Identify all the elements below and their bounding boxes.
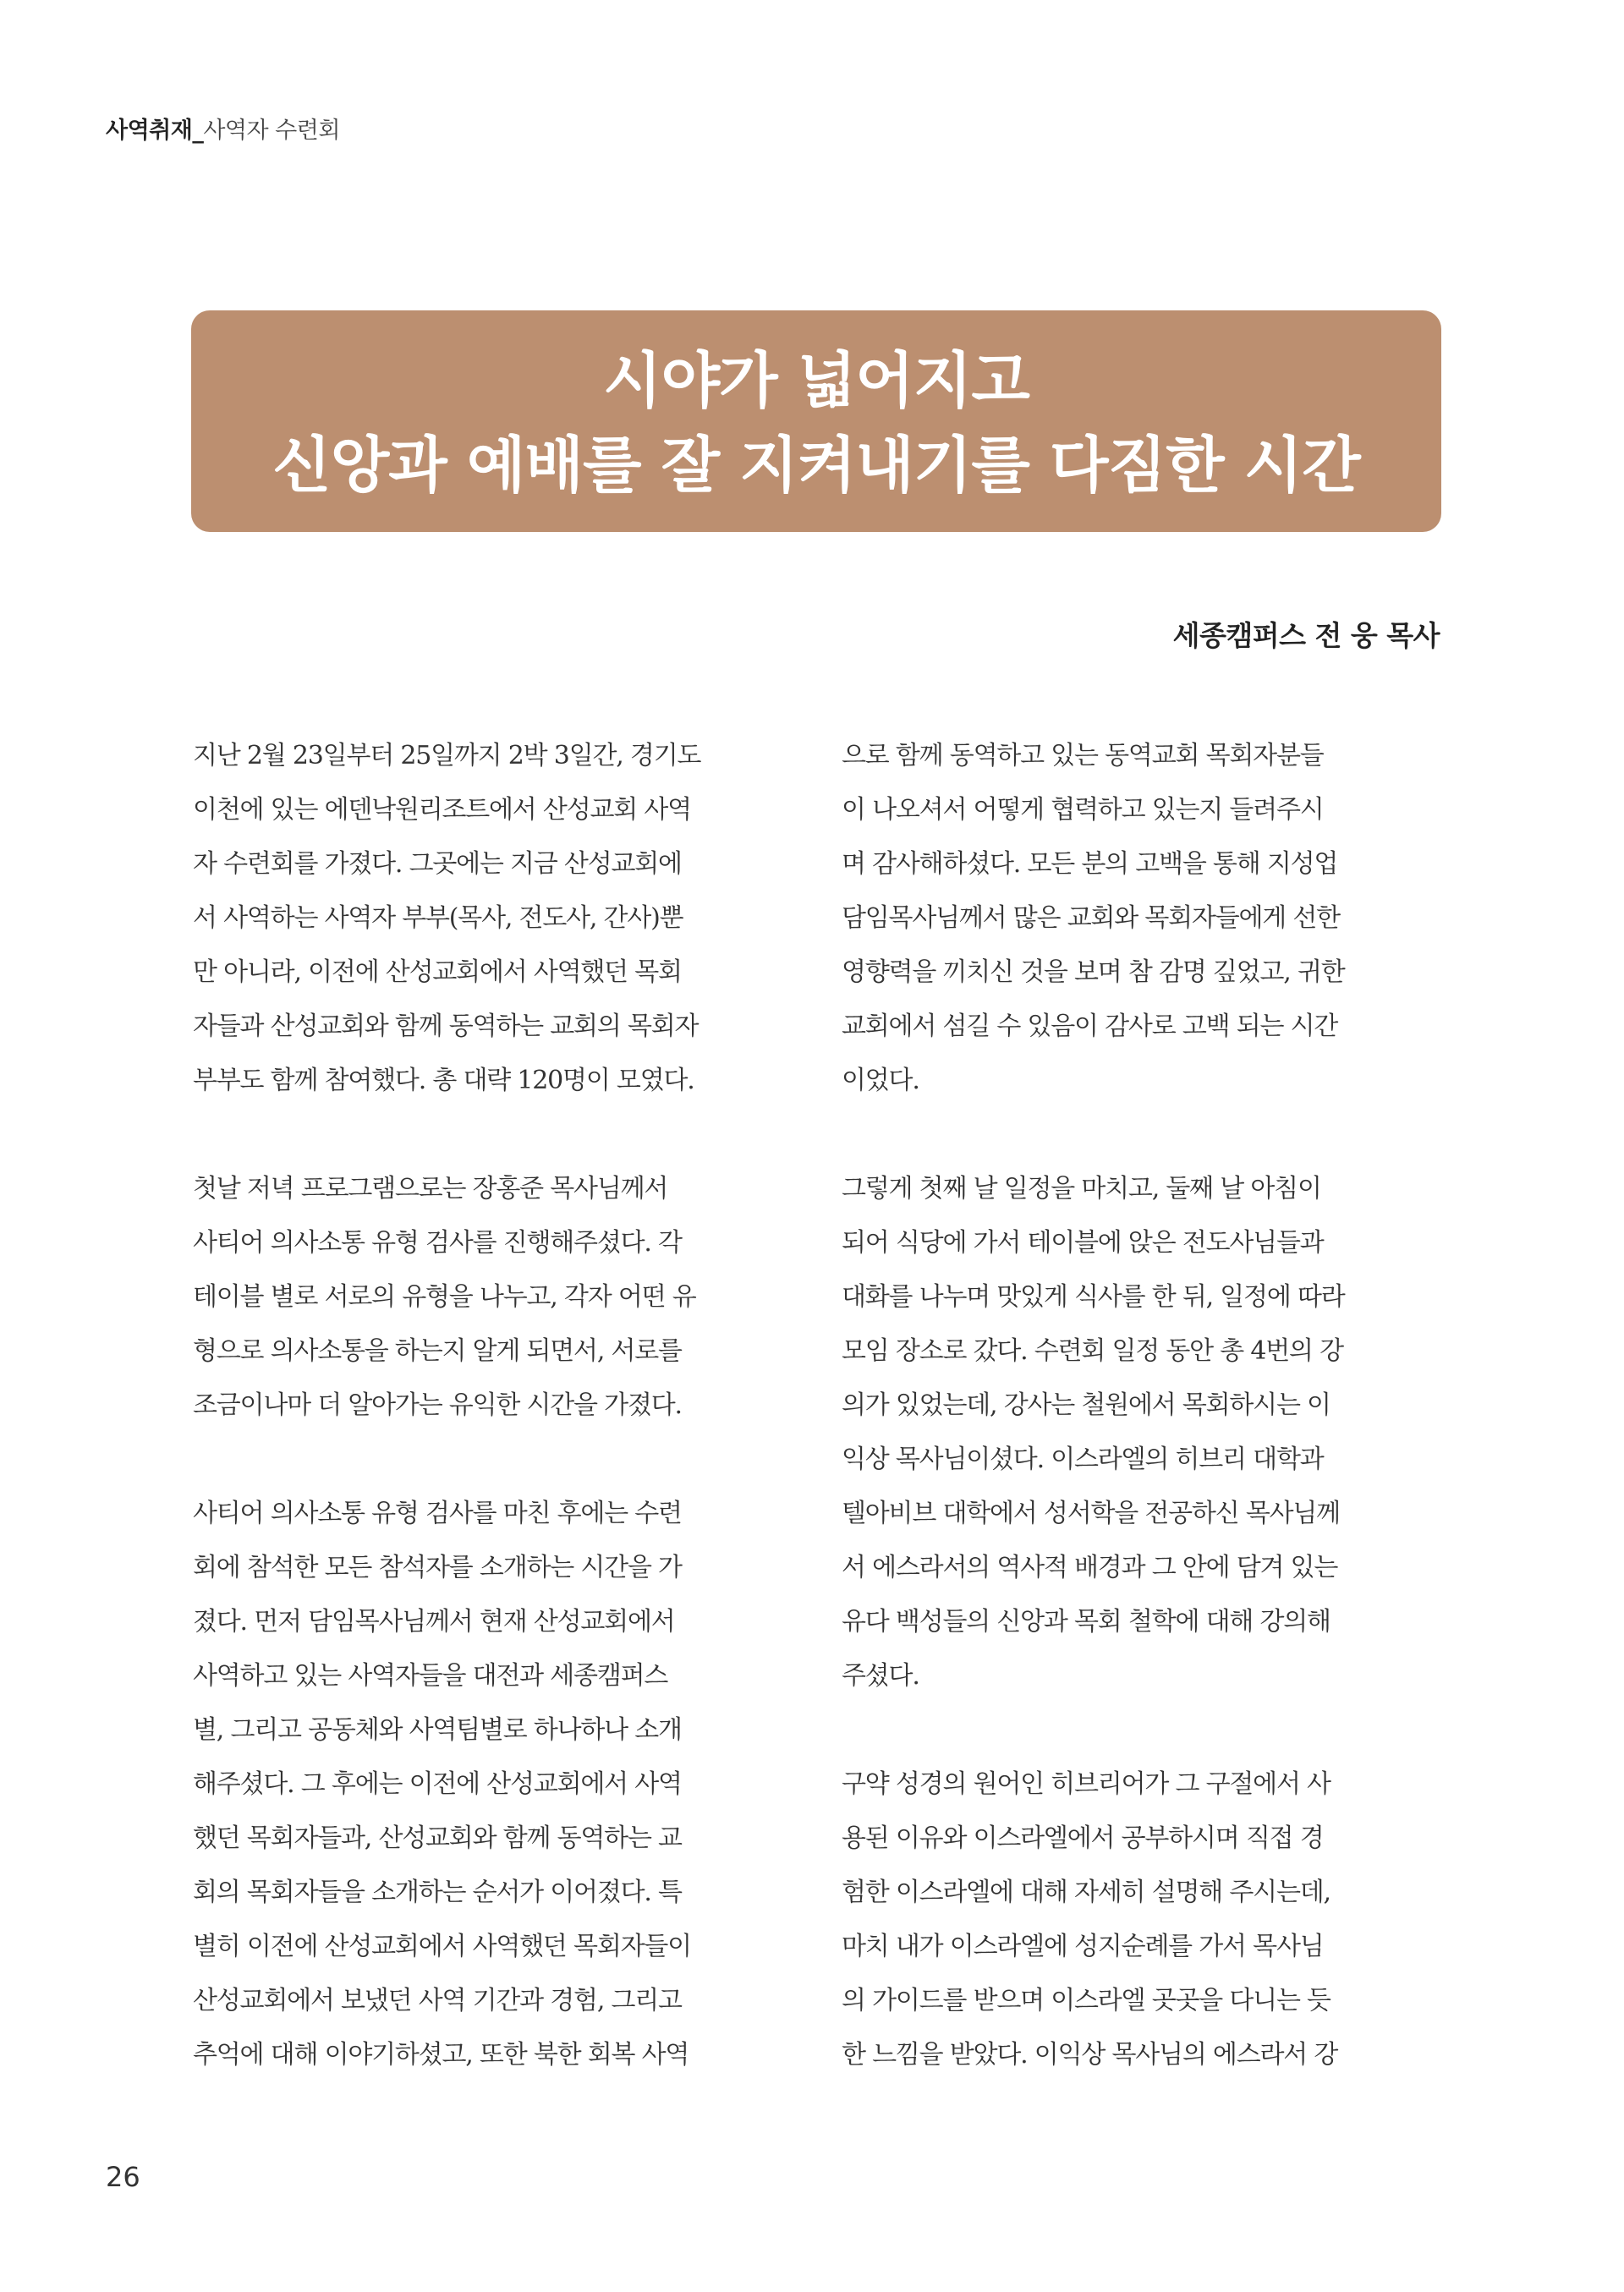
text-line: 익상 목사님이셨다. 이스라엘의 히브리 대학과 (842, 1445, 1324, 1474)
text-line: 해주셨다. 그 후에는 이전에 산성교회에서 사역 (193, 1769, 682, 1799)
article-column-right (842, 729, 1440, 2136)
text-line: 주셨다. (842, 1661, 919, 1691)
text-line: 서 사역하는 사역자 부부(목사, 전도사, 간사)뿐 (193, 903, 683, 933)
paragraph (193, 729, 791, 1108)
text-line: 부부도 함께 참여했다. 총 대략 120명이 모였다. (193, 1066, 694, 1095)
paragraph (842, 1162, 1440, 1703)
text-line: 사역하고 있는 사역자들을 대전과 세종캠퍼스 (193, 1661, 668, 1691)
text-line: 모임 장소로 갔다. 수련회 일정 동안 총 4번의 강 (842, 1336, 1343, 1366)
text-line: 회에 참석한 모든 참석자를 소개하는 시간을 가 (193, 1553, 682, 1582)
title-banner (191, 310, 1441, 532)
text-line: 며 감사해하셨다. 모든 분의 고백을 통해 지성업 (842, 849, 1338, 879)
text-line: 지난 2월 23일부터 25일까지 2박 3일간, 경기도 (193, 741, 701, 770)
text-line: 회의 목회자들을 소개하는 순서가 이어졌다. 특 (193, 1878, 682, 1907)
text-line: 대화를 나누며 맛있게 식사를 한 뒤, 일정에 따라 (842, 1282, 1345, 1312)
text-line: 사티어 의사소통 유형 검사를 마친 후에는 수련 (193, 1499, 682, 1528)
text-line: 테이블 별로 서로의 유형을 나누고, 각자 어떤 유 (193, 1282, 696, 1312)
text-line: 첫날 저녁 프로그램으로는 장홍준 목사님께서 (193, 1174, 668, 1204)
text-line: 의가 있었는데, 강사는 철원에서 목회하시는 이 (842, 1390, 1330, 1420)
text-line: 만 아니라, 이전에 산성교회에서 사역했던 목회 (193, 957, 682, 987)
text-line: 으로 함께 동역하고 있는 동역교회 목회자분들 (842, 741, 1324, 770)
text-line: 이천에 있는 에덴낙원리조트에서 산성교회 사역 (193, 795, 691, 825)
text-line: 되어 식당에 가서 테이블에 앉은 전도사님들과 (842, 1228, 1324, 1258)
text-line: 교회에서 섬길 수 있음이 감사로 고백 되는 시간 (842, 1012, 1338, 1041)
text-line: 별, 그리고 공동체와 사역팀별로 하나하나 소개 (193, 1715, 682, 1745)
header-section: 사역취재_ (106, 118, 204, 144)
text-line: 자들과 산성교회와 함께 동역하는 교회의 목회자 (193, 1012, 699, 1041)
text-line: 영향력을 끼치신 것을 보며 참 감명 깊었고, 귀한 (842, 957, 1345, 987)
paragraph (842, 729, 1440, 1108)
text-line: 이었다. (842, 1066, 919, 1095)
text-line: 구약 성경의 원어인 히브리어가 그 구절에서 사 (842, 1769, 1330, 1799)
text-line: 했던 목회자들과, 산성교회와 함께 동역하는 교 (193, 1823, 682, 1853)
text-line: 조금이나마 더 알아가는 유익한 시간을 가졌다. (193, 1390, 682, 1420)
text-line: 이 나오셔서 어떻게 협력하고 있는지 들려주시 (842, 795, 1324, 825)
header-subsection: 사역자 수련회 (203, 118, 340, 144)
text-line: 산성교회에서 보냈던 사역 기간과 경험, 그리고 (193, 1986, 682, 2015)
text-line: 유다 백성들의 신앙과 목회 철학에 대해 강의해 (842, 1607, 1330, 1637)
title-line-2: 신앙과 예배를 잘 지켜내기를 다짐한 시간 (272, 429, 1360, 501)
title-line-1: 시야가 넓어지고 (603, 344, 1029, 416)
text-line: 그렇게 첫째 날 일정을 마치고, 둘째 날 아침이 (842, 1174, 1321, 1204)
text-line: 졌다. 먼저 담임목사님께서 현재 산성교회에서 (193, 1607, 675, 1637)
page-header (106, 112, 340, 145)
paragraph (193, 1487, 791, 2082)
paragraph (842, 1757, 1440, 2082)
text-line: 험한 이스라엘에 대해 자세히 설명해 주시는데, (842, 1878, 1330, 1907)
text-line: 형으로 의사소통을 하는지 알게 되면서, 서로를 (193, 1336, 682, 1366)
page-number: 26 (106, 2161, 140, 2193)
text-line: 텔아비브 대학에서 성서학을 전공하신 목사님께 (842, 1499, 1340, 1528)
author-byline: 세종캠퍼스 전 웅 목사 (1172, 619, 1440, 652)
text-line: 추억에 대해 이야기하셨고, 또한 북한 회복 사역 (193, 2040, 689, 2070)
text-line: 마치 내가 이스라엘에 성지순례를 가서 목사님 (842, 1932, 1324, 1961)
paragraph (193, 1162, 791, 1433)
text-line: 의 가이드를 받으며 이스라엘 곳곳을 다니는 듯 (842, 1986, 1330, 2015)
text-line: 자 수련회를 가졌다. 그곳에는 지금 산성교회에 (193, 849, 682, 879)
article-column-left (193, 729, 791, 2136)
text-line: 용된 이유와 이스라엘에서 공부하시며 직접 경 (842, 1823, 1324, 1853)
text-line: 담임목사님께서 많은 교회와 목회자들에게 선한 (842, 903, 1340, 933)
text-line: 서 에스라서의 역사적 배경과 그 안에 담겨 있는 (842, 1553, 1338, 1582)
text-line: 한 느낌을 받았다. 이익상 목사님의 에스라서 강 (842, 2040, 1338, 2070)
text-line: 별히 이전에 산성교회에서 사역했던 목회자들이 (193, 1932, 691, 1961)
text-line: 사티어 의사소통 유형 검사를 진행해주셨다. 각 (193, 1228, 682, 1258)
